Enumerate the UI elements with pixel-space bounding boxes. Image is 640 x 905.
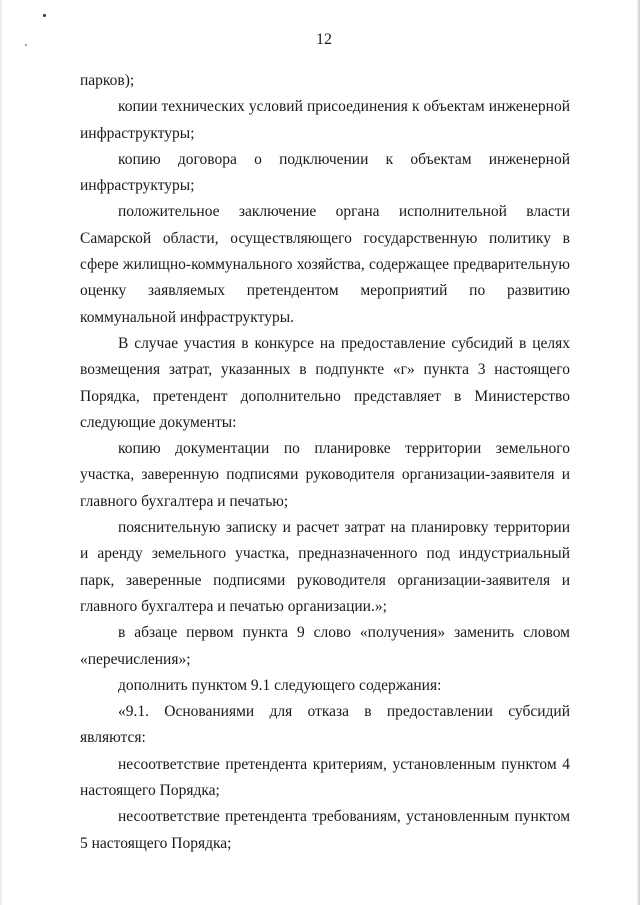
paragraph: В случае участия в конкурсе на предоставление субсидий в целях возмещения затрат, указанных в подпункте «г» пункта 3 настоящего Порядка, претендент дополнительно представляет в Министерство следующие документы: xyxy=(80,334,570,431)
paragraph: копию договора о подключении к объектам инженерной инфраструктуры; xyxy=(80,150,570,195)
paragraph: в абзаце первом пункта 9 слово «получения» заменить словом «перечисления»; xyxy=(80,624,570,668)
scan-speck xyxy=(43,14,46,17)
paragraph: дополнить пунктом 9.1 следующего содержания: xyxy=(118,676,442,694)
paragraph: несоответствие претендента требованиям, установленным пунктом 5 настоящего Порядка; xyxy=(80,808,570,852)
paragraph-continuation: парков); xyxy=(80,72,135,89)
page-number: 12 xyxy=(316,31,332,48)
paragraph: несоответствие претендента критериям, установленным пунктом 4 настоящего Порядка; xyxy=(80,755,570,800)
page-left-edge xyxy=(0,0,2,905)
paragraph: копии технических условий присоединения к объектам инженерной инфраструктуры; xyxy=(80,98,570,142)
paragraph: «9.1. Основаниями для отказа в предоставлении субсидий являются: xyxy=(80,703,570,747)
paragraph: пояснительную записку и расчет затрат на планировку территории и аренду земельного участка, предназначенного под индустриальный парк, заверенные подписями руководителя организации-заявителя и главного бухгалтера и печатью организации.»; xyxy=(80,519,570,615)
paragraph: положительное заключение органа исполнительной власти Самарской области, осуществляющего государственную политику в сфере жилищно-коммунального хозяйства, содержащее предварительную оценку заявляемых претендентом мероприятий по развитию коммунальной инфраструктуры. xyxy=(80,203,570,326)
paragraph: копию документации по планировке территории земельного участка, заверенную подписями руководителя организации-заявителя и главного бухгалтера и печатью; xyxy=(80,440,570,510)
document-body xyxy=(80,68,570,857)
